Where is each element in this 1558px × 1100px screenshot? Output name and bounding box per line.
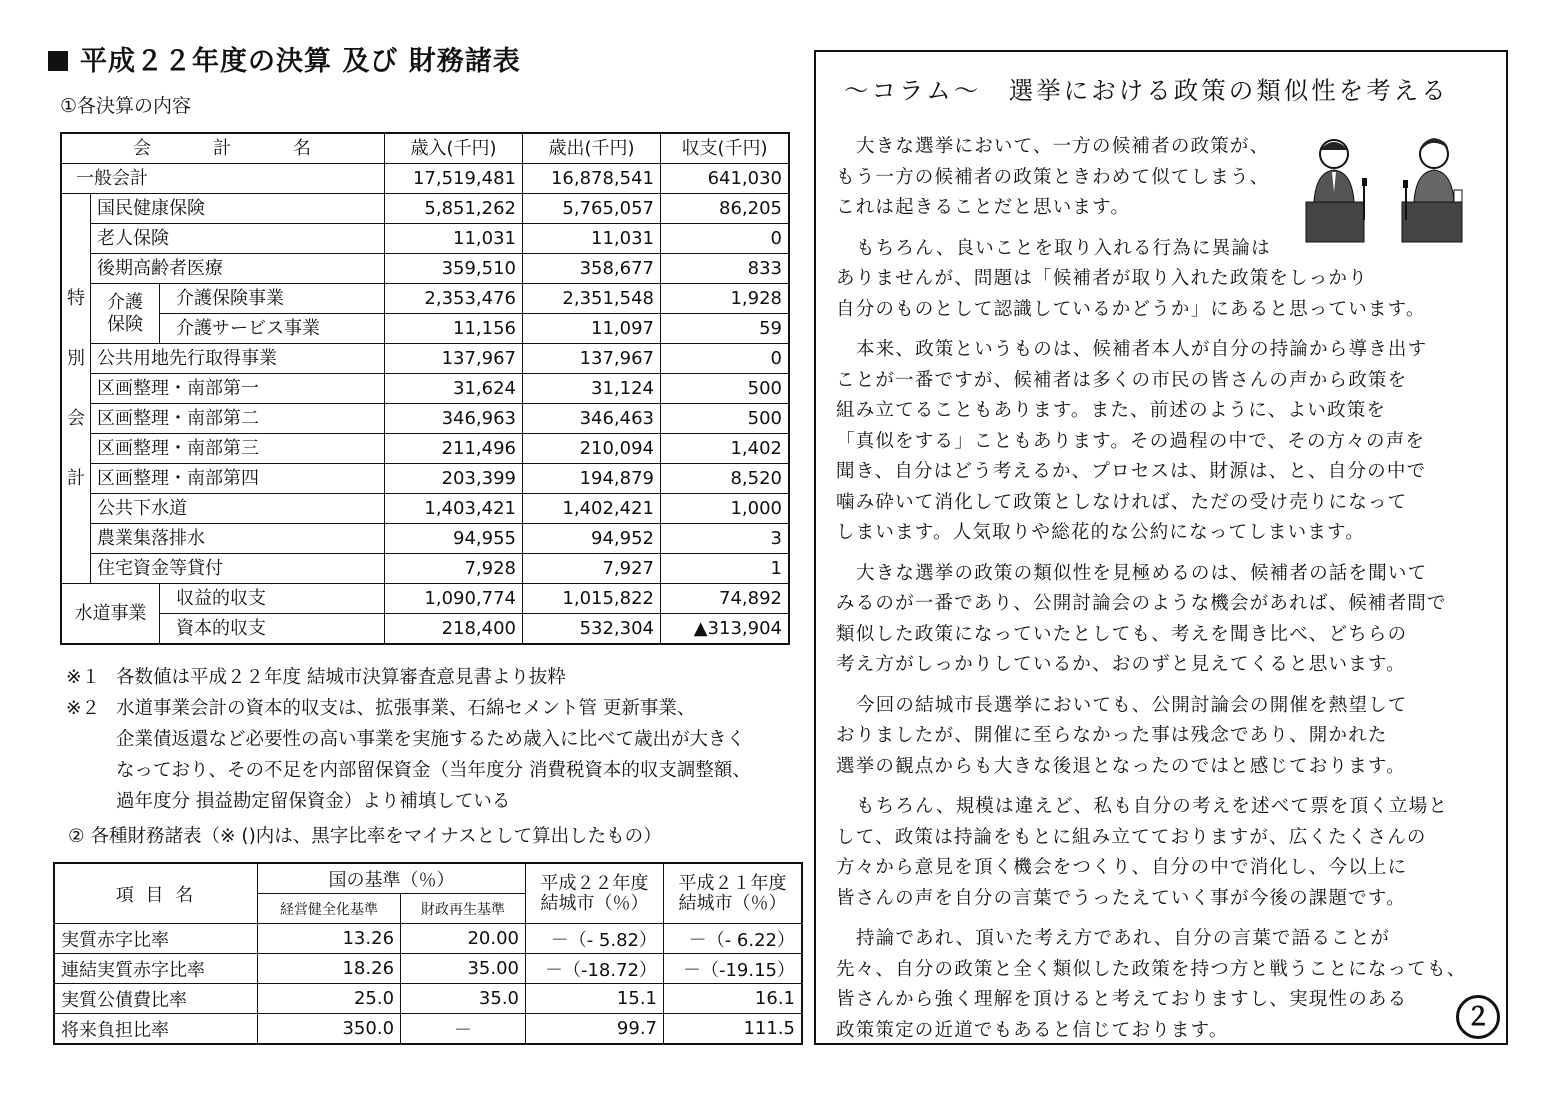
table-row (54, 954, 802, 984)
cell-expenditure: 5,765,057 (523, 194, 661, 224)
row-label: 実質公債費比率 (54, 984, 258, 1014)
table-row (61, 374, 789, 404)
note-line: 企業債返還など必要性の高い事業を実施するため歳入に比べて歳出が大きく (116, 729, 746, 750)
column-line: 聞き、自分はどう考えるか、プロセスは、財源は、と、自分の中で (836, 461, 1427, 482)
cell-expenditure: 94,952 (523, 524, 661, 554)
table-row (61, 614, 789, 645)
column-line: 類似した政策になっていたとしても、考えを聞き比べ、どちらの (836, 623, 1408, 645)
note-1 (66, 662, 806, 693)
column-paragraph (836, 132, 1500, 224)
special-accounts-label: 特 別 会 計 (61, 194, 91, 584)
column-line: 「真似をする」こともあります。その過程の中で、その方々の声を (836, 430, 1426, 452)
column-line: もう一方の候補者の政策ときわめて似てしまう、 (836, 166, 1270, 188)
cell-saisei: － (401, 1014, 526, 1045)
note-line: 水道事業会計の資本的収支は、拡張事業、石綿セメント管 更新事業、 (116, 698, 696, 719)
cell-expenditure: 532,304 (523, 614, 661, 645)
cell-h22: －（-18.72） (526, 954, 664, 984)
header-national-standard: 国の基準（％） (258, 863, 526, 894)
cell-expenditure: 7,927 (523, 554, 661, 584)
column-paragraph (836, 234, 1500, 326)
table-header-row (61, 133, 789, 164)
cell-saisei: 20.00 (401, 924, 526, 954)
section-2-heading: ② 各種財務諸表（※ ()内は、黒字比率をマイナスとして算出したもの） (68, 826, 662, 847)
row-label: 老人保険 (91, 224, 385, 254)
row-label: 一般会計 (61, 164, 385, 194)
cell-revenue: 17,519,481 (385, 164, 523, 194)
cell-balance: 833 (661, 254, 790, 284)
table-row (61, 164, 789, 194)
table-row (61, 224, 789, 254)
table-row (61, 584, 789, 614)
column-line: 組み立てることもあります。また、前述のように、よい政策を (836, 400, 1387, 421)
column-line: 持論であれ、頂いた考え方であれ、自分の言葉で語ることが (856, 928, 1391, 949)
cell-h22: 99.7 (526, 1014, 664, 1045)
cell-h21: 16.1 (664, 984, 803, 1014)
table-row (61, 434, 789, 464)
table-header-row (54, 863, 802, 894)
row-label: 農業集落排水 (91, 524, 385, 554)
row-label: 区画整理・南部第一 (91, 374, 385, 404)
column-line: 今回の結城市長選挙においても、公開討論会の開催を熱望して (856, 694, 1408, 716)
cell-expenditure: 210,094 (523, 434, 661, 464)
cell-revenue: 137,967 (385, 344, 523, 374)
cell-balance: 3 (661, 524, 790, 554)
column-line: して、政策は持論をもとに組み立てておりますが、広くたくさんの (836, 826, 1427, 848)
column-line: 自分のものとして認識しているかどうか」にあると思っています。 (836, 298, 1426, 320)
column-line: しまいます。人気取りや総花的な公約になってしまいます。 (836, 522, 1365, 543)
column-line: 選挙の観点からも大きな後退となったのではと感じております。 (836, 755, 1406, 777)
cell-balance: 1,928 (661, 284, 790, 314)
row-label: 後期高齢者医療 (91, 254, 385, 284)
page-title-text: 平成２２年度の決算 及び 財務諸表 (80, 46, 521, 77)
row-label: 資本的収支 (160, 614, 385, 645)
cell-h21: －（- 6.22） (664, 924, 803, 954)
column-paragraph (836, 924, 1500, 1046)
column-line: 皆さんの声を自分の言葉でうったえていく事が今後の課題です。 (836, 887, 1406, 909)
table-row (61, 284, 789, 314)
column-box (814, 50, 1508, 1045)
page-number: ２ (1456, 995, 1500, 1039)
note-mark: ※２ (66, 698, 101, 719)
cell-expenditure: 346,463 (523, 404, 661, 434)
cell-revenue: 11,031 (385, 224, 523, 254)
row-label: 公共下水道 (91, 494, 385, 524)
table-row (54, 984, 802, 1014)
cell-kenzenka: 13.26 (258, 924, 401, 954)
table-row (61, 554, 789, 584)
page-title (48, 40, 808, 84)
header-h21: 平成２１年度 結城市（％） (664, 863, 803, 924)
cell-balance: 8,520 (661, 464, 790, 494)
note-mark: ※１ (66, 667, 101, 688)
note-line: なっており、その不足を内部留保資金（当年度分 消費税資本的収支調整額、 (116, 760, 751, 781)
cell-kenzenka: 18.26 (258, 954, 401, 984)
cell-h21: －（-19.15） (664, 954, 803, 984)
cell-balance: 86,205 (661, 194, 790, 224)
cell-balance: 0 (661, 224, 790, 254)
cell-h22: 15.1 (526, 984, 664, 1014)
cell-kenzenka: 25.0 (258, 984, 401, 1014)
column-line: 方々から意見を頂く機会をつくり、自分の中で消化し、今以上に (836, 857, 1408, 878)
cell-revenue: 31,624 (385, 374, 523, 404)
header-balance: 収支(千円) (661, 133, 790, 164)
column-line: 噛み砕いて消化して政策としなければ、ただの受け売りになって (836, 491, 1408, 513)
header-account-name: 会 計 名 (61, 133, 385, 164)
cell-expenditure: 1,015,822 (523, 584, 661, 614)
row-label: 区画整理・南部第二 (91, 404, 385, 434)
cell-revenue: 5,851,262 (385, 194, 523, 224)
column-line: 考え方がしっかりしているか、おのずと見えてくると思います。 (836, 654, 1406, 675)
cell-expenditure: 31,124 (523, 374, 661, 404)
row-label: 実質赤字比率 (54, 924, 258, 954)
cell-balance: 500 (661, 404, 790, 434)
column-line: おりましたが、開催に至らなかった事は残念であり、開かれた (836, 725, 1388, 746)
note-line: 各数値は平成２２年度 結城市決算審査意見書より抜粋 (116, 667, 566, 688)
column-line: みるのが一番であり、公開討論会のような機会があれば、候補者間で (836, 593, 1447, 614)
table-row (61, 494, 789, 524)
cell-balance: ▲313,904 (661, 614, 790, 645)
column-paragraph (836, 559, 1500, 681)
column-line: 大きな選挙の政策の類似性を見極めるのは、候補者の話を聞いて (856, 562, 1428, 584)
financial-indicators-table (53, 862, 803, 1045)
column-line: 大きな選挙において、一方の候補者の政策が、 (856, 136, 1270, 157)
table-row (61, 524, 789, 554)
table-row (54, 1014, 802, 1045)
row-label: 介護保険事業 (160, 284, 385, 314)
column-line: ありませんが、問題は「候補者が取り入れた政策をしっかり (836, 268, 1368, 289)
table-row (61, 194, 789, 224)
cell-saisei: 35.00 (401, 954, 526, 984)
cell-revenue: 1,403,421 (385, 494, 523, 524)
header-h22: 平成２２年度 結城市（％） (526, 863, 664, 924)
kaigo-group-label: 介護 保険 (91, 284, 160, 344)
header-item-name: 項 目 名 (54, 863, 258, 924)
cell-balance: 59 (661, 314, 790, 344)
cell-revenue: 7,928 (385, 554, 523, 584)
note-2 (66, 693, 806, 817)
column-line: 本来、政策というものは、候補者本人が自分の持論から導き出す (856, 339, 1428, 360)
cell-h21: 111.5 (664, 1014, 803, 1045)
cell-h22: －（- 5.82） (526, 924, 664, 954)
cell-expenditure: 16,878,541 (523, 164, 661, 194)
column-title: ～コラム～ 選挙における政策の類似性を考える (844, 76, 1449, 105)
square-bullet-icon (48, 51, 68, 71)
cell-revenue: 11,156 (385, 314, 523, 344)
header-sub-saisei: 財政再生基準 (401, 894, 526, 924)
column-line: 先々、自分の政策と全く類似した政策を持つ方と戦うことになっても、 (836, 958, 1467, 980)
cell-balance: 74,892 (661, 584, 790, 614)
cell-balance: 500 (661, 374, 790, 404)
column-line: 皆さんから強く理解を頂けると考えておりますし、実現性のある (836, 989, 1408, 1010)
header-sub-kenzenka: 経営健全化基準 (258, 894, 401, 924)
column-paragraph (836, 335, 1500, 549)
row-label: 区画整理・南部第三 (91, 434, 385, 464)
column-line: もちろん、良いことを取り入れる行為に異論は (856, 237, 1271, 259)
cell-revenue: 94,955 (385, 524, 523, 554)
row-label: 住宅資金等貸付 (91, 554, 385, 584)
cell-revenue: 203,399 (385, 464, 523, 494)
column-paragraph (836, 691, 1500, 783)
row-label: 将来負担比率 (54, 1014, 258, 1045)
column-paragraph (836, 792, 1500, 914)
cell-expenditure: 11,097 (523, 314, 661, 344)
cell-expenditure: 2,351,548 (523, 284, 661, 314)
water-business-label: 水道事業 (61, 584, 160, 645)
table-row (61, 254, 789, 284)
column-line: 政策策定の近道でもあると信じております。 (836, 1019, 1229, 1041)
table-row (54, 924, 802, 954)
notes (66, 662, 806, 817)
column-line: これは起きることだと思います。 (836, 197, 1131, 218)
cell-saisei: 35.0 (401, 984, 526, 1014)
table-row (61, 404, 789, 434)
cell-revenue: 2,353,476 (385, 284, 523, 314)
row-label: 介護サービス事業 (160, 314, 385, 344)
cell-expenditure: 358,677 (523, 254, 661, 284)
cell-expenditure: 194,879 (523, 464, 661, 494)
column-line: ことが一番ですが、候補者は多くの市民の皆さんの声から政策を (836, 369, 1408, 391)
table-row (61, 314, 789, 344)
table-row (61, 344, 789, 374)
cell-kenzenka: 350.0 (258, 1014, 401, 1045)
column-body (836, 132, 1500, 1056)
column-line: もちろん、規模は違えど、私も自分の考えを述べて票を頂く立場と (856, 796, 1449, 817)
table-row (61, 464, 789, 494)
cell-revenue: 1,090,774 (385, 584, 523, 614)
settlement-table (60, 132, 790, 645)
cell-expenditure: 1,402,421 (523, 494, 661, 524)
row-label: 連結実質赤字比率 (54, 954, 258, 984)
cell-revenue: 218,400 (385, 614, 523, 645)
cell-balance: 641,030 (661, 164, 790, 194)
left-section (48, 40, 808, 1041)
header-revenue: 歳入(千円) (385, 133, 523, 164)
cell-balance: 1 (661, 554, 790, 584)
row-label: 区画整理・南部第四 (91, 464, 385, 494)
cell-balance: 1,402 (661, 434, 790, 464)
row-label: 収益的収支 (160, 584, 385, 614)
row-label: 国民健康保険 (91, 194, 385, 224)
cell-revenue: 359,510 (385, 254, 523, 284)
cell-expenditure: 137,967 (523, 344, 661, 374)
section-1-heading: ①各決算の内容 (60, 95, 192, 117)
cell-balance: 1,000 (661, 494, 790, 524)
cell-balance: 0 (661, 344, 790, 374)
note-line: 過年度分 損益勘定留保資金）より補填している (116, 791, 511, 812)
header-expenditure: 歳出(千円) (523, 133, 661, 164)
cell-expenditure: 11,031 (523, 224, 661, 254)
cell-revenue: 346,963 (385, 404, 523, 434)
cell-revenue: 211,496 (385, 434, 523, 464)
row-label: 公共用地先行取得事業 (91, 344, 385, 374)
